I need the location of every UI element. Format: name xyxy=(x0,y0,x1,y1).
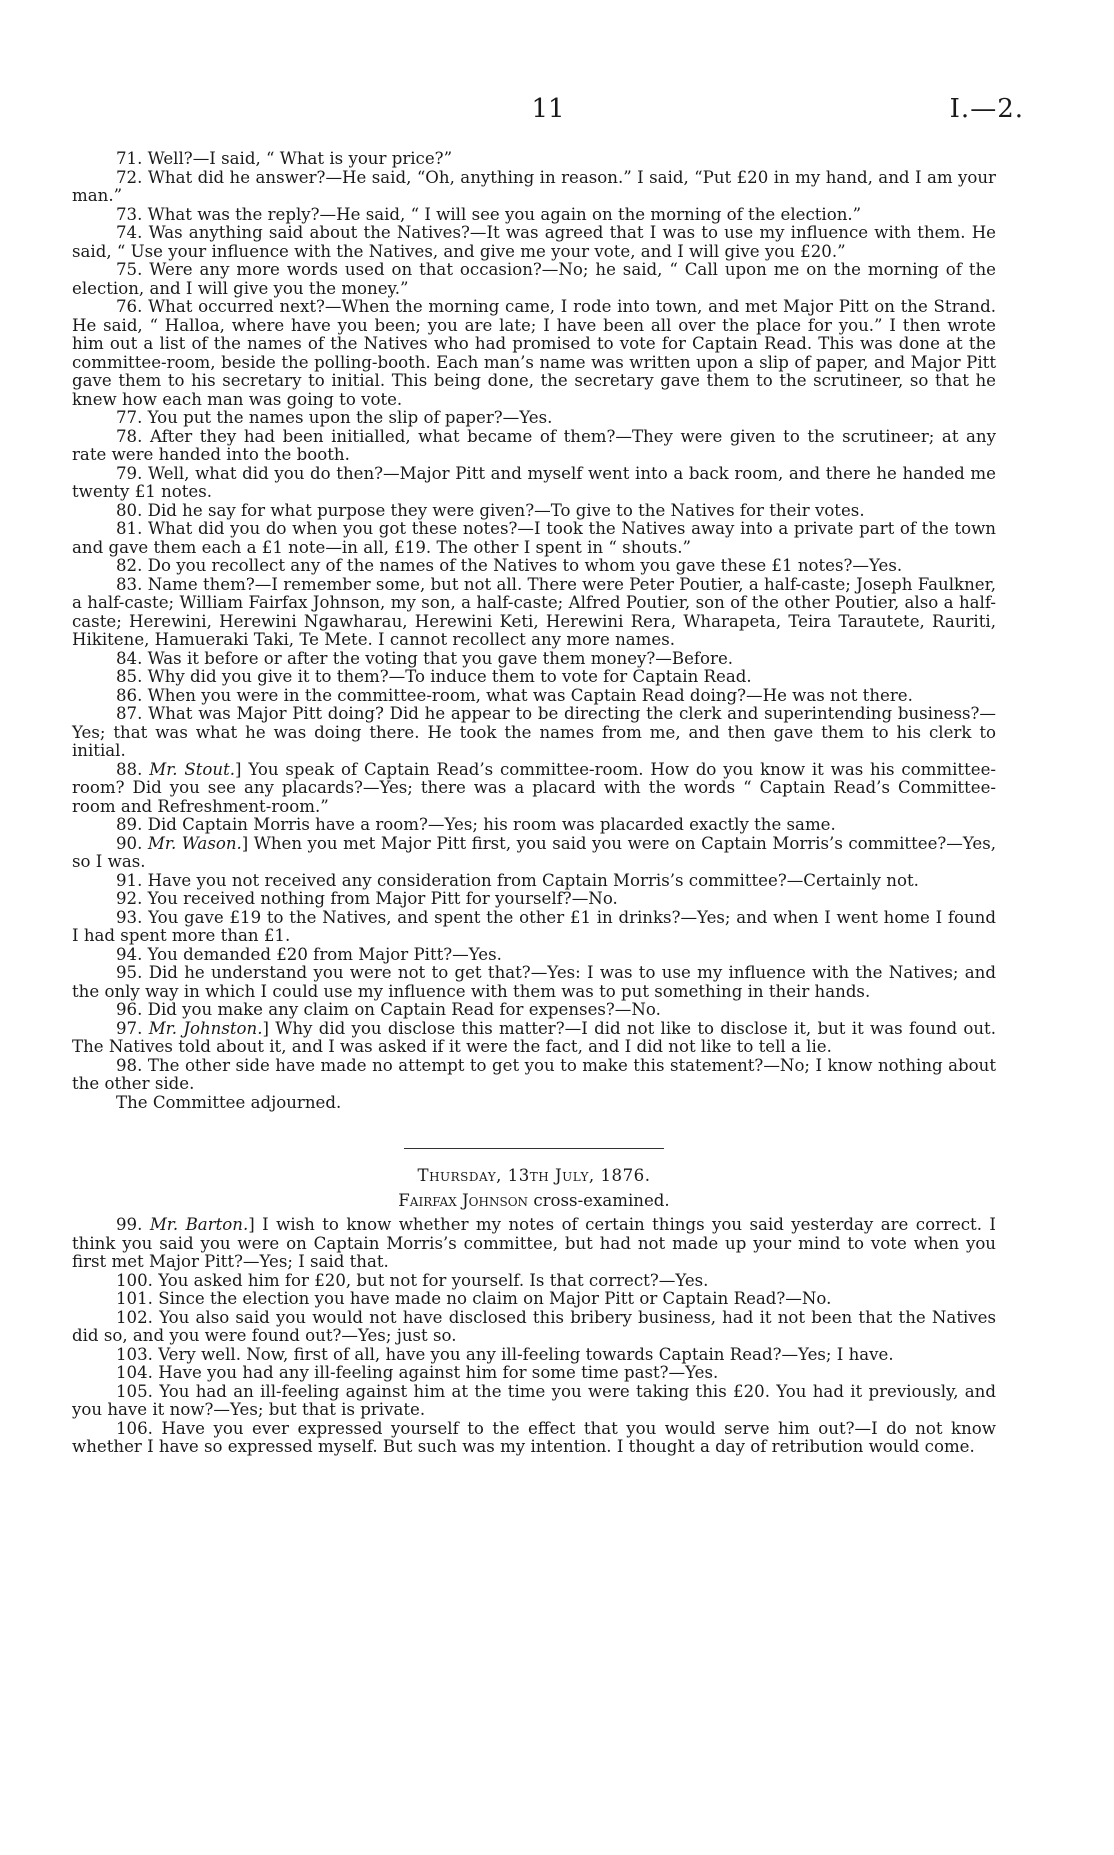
question-text: ] You speak of Captain Read’s committee-room. How do you know it was his committee-room? Did you see any placards?—Yes; there was a placard with the words “ Captain Read’s Committee-room and Refreshment-room.” xyxy=(72,759,996,816)
question-text: 71. Well?—I said, “ What is your price?” xyxy=(116,149,453,168)
question-text: 78. After they had been initialled, what became of them?—They were given to the scrutineer; at any rate were handed into the booth. xyxy=(72,426,996,464)
question-paragraph xyxy=(72,816,996,835)
question-text: ] I wish to know whether my notes of certain things you said yesterday are correct. I think you said you were on Captain Morris’s committee, but had not made up your mind to vote when you first met Major Pitt?—Yes; I said that. xyxy=(72,1215,996,1271)
question-paragraph xyxy=(72,465,996,502)
question-paragraph xyxy=(72,224,996,261)
witness-heading xyxy=(72,1192,996,1211)
question-text: 74. Was anything said about the Natives?—It was agreed that I was to use my influence with them. He said, “ Use your influence with the Natives, and give me your vote, and I will give you £20.” xyxy=(72,223,996,261)
question-paragraph xyxy=(72,409,996,428)
question-paragraph xyxy=(72,761,996,817)
question-paragraph xyxy=(72,1272,996,1291)
question-text: 106. Have you ever expressed yourself to the effect that you would serve him out?—I do not know whether I have so expressed myself. But such was my intention. I thought a day of retribution would come. xyxy=(72,1418,996,1456)
question-text: 73. What was the reply?—He said, “ I will see you again on the morning of the election.” xyxy=(116,204,862,224)
question-text: 101. Since the election you have made no claim on Major Pitt or Captain Read?—No. xyxy=(116,1289,832,1308)
question-text: 100. You asked him for £20, but not for yourself. Is that correct?—Yes. xyxy=(116,1270,709,1290)
question-paragraph xyxy=(72,1383,996,1420)
question-paragraph xyxy=(72,1420,996,1457)
question-paragraph xyxy=(72,946,996,965)
question-paragraph xyxy=(72,705,996,761)
question-text: 92. You received nothing from Major Pitt for yourself?—No. xyxy=(116,889,618,908)
question-paragraph xyxy=(72,650,996,669)
question-paragraph xyxy=(72,1346,996,1365)
question-text: 72. What did he answer?—He said, “Oh, anything in reason.” I said, “Put £20 in my hand, and I am your man.” xyxy=(72,167,996,205)
question-text: 75. Were any more words used on that occasion?—No; he said, “ Call upon me on the morning of the election, and I will give you the money.” xyxy=(72,260,996,298)
question-text: 94. You demanded £20 from Major Pitt?—Yes. xyxy=(116,944,502,964)
question-text: 103. Very well. Now, first of all, have you any ill-feeling towards Captain Read?—Yes; I have. xyxy=(116,1344,894,1364)
question-paragraph xyxy=(72,502,996,521)
page-header xyxy=(72,94,1024,134)
question-paragraph xyxy=(72,1290,996,1309)
question-text: 86. When you were in the committee-room, what was Captain Read doing?—He was not there. xyxy=(116,685,913,705)
question-paragraph xyxy=(72,687,996,706)
question-paragraph xyxy=(72,1309,996,1346)
session-date-heading: Thursday, 13th July, 1876. xyxy=(417,1166,651,1185)
question-paragraph xyxy=(72,890,996,909)
question-text: 105. You had an ill-feeling against him at the time you were taking this £20. You had it previously, and you have it now?—Yes; but that is private. xyxy=(72,1381,996,1419)
question-paragraph xyxy=(72,169,996,206)
question-text: 81. What did you do when you got these notes?—I took the Natives away into a private part of the town and gave them each a £1 note—in all, £19. The other I spent in “ shouts.” xyxy=(72,519,996,557)
question-text: 85. Why did you give it to them?—To induce them to vote for Captain Read. xyxy=(116,667,752,686)
question-paragraph xyxy=(72,668,996,687)
question-paragraph xyxy=(72,1216,996,1272)
question-paragraph xyxy=(72,557,996,576)
speaker-name: Mr. Wason. xyxy=(147,833,242,853)
speaker-name: Mr. Johnston. xyxy=(148,1018,263,1038)
question-paragraph xyxy=(72,298,996,409)
question-text: 91. Have you not received any consideration from Captain Morris’s committee?—Certainly not. xyxy=(116,870,919,890)
witness-status: cross-examined. xyxy=(533,1190,670,1210)
question-text: 102. You also said you would not have disclosed this bribery business, had it not been that the Natives did so, and you were found out?—Yes; just so. xyxy=(72,1307,996,1345)
question-number: 88. xyxy=(116,759,143,779)
question-text: 89. Did Captain Morris have a room?—Yes; his room was placarded exactly the same. xyxy=(116,815,836,834)
question-text: 96. Did you make any claim on Captain Read for expenses?—No. xyxy=(116,1000,661,1019)
question-paragraph xyxy=(72,909,996,946)
question-paragraph xyxy=(72,428,996,465)
question-paragraph xyxy=(72,964,996,1001)
document-reference: I.—2. xyxy=(949,94,1024,124)
question-paragraph xyxy=(72,1364,996,1383)
question-text: 98. The other side have made no attempt to get you to make this statement?—No; I know nothing about the other side. xyxy=(72,1055,996,1093)
question-number: 99. xyxy=(116,1215,143,1234)
question-text: 84. Was it before or after the voting that you gave them money?—Before. xyxy=(116,648,734,668)
question-paragraph xyxy=(72,1057,996,1094)
question-text: 76. What occurred next?—When the morning came, I rode into town, and met Major Pitt on the Strand. He said, “ Halloa, where have you been; you are late; I have been all over the place for you.” I then wrote him out a list of the names of the Natives who had promised to vote for Captain Read. This was done at the committee-room, beside the polling-booth. Each man’s name was written upon a slip of paper, and Major Pitt gave them to his secretary to initial. This being done, the secretary gave them to the scrutineer, so that he knew how each man was going to vote. xyxy=(72,297,996,409)
witness-name: Fairfax Johnson xyxy=(398,1190,529,1210)
speaker-name: Mr. Barton. xyxy=(149,1215,249,1234)
question-number: 90. xyxy=(116,833,143,853)
question-paragraph xyxy=(72,150,996,169)
question-paragraph xyxy=(72,1020,996,1057)
question-text: 95. Did he understand you were not to get that?—Yes: I was to use my influence with the Natives; and the only way in which I could use my influence with them was to put something in their hands. xyxy=(72,963,996,1001)
question-paragraph xyxy=(72,261,996,298)
question-number: 97. xyxy=(116,1018,143,1038)
speaker-name: Mr. Stout. xyxy=(149,759,236,779)
question-text: 104. Have you had any ill-feeling against him for some time past?—Yes. xyxy=(116,1363,719,1382)
question-text: ] When you met Major Pitt first, you said you were on Captain Morris’s committee?—Yes, so I was. xyxy=(72,833,997,871)
adjournment-note: The Committee adjourned. xyxy=(116,1092,342,1112)
page-number: 11 xyxy=(531,94,565,124)
question-text: 82. Do you recollect any of the names of the Natives to whom you gave these £1 notes?—Yes. xyxy=(116,556,903,575)
question-text: 93. You gave £19 to the Natives, and spent the other £1 in drinks?—Yes; and when I went home I found I had spent more than £1. xyxy=(72,907,996,945)
document-body xyxy=(72,150,996,1457)
question-paragraph xyxy=(72,206,996,225)
question-paragraph xyxy=(72,576,996,650)
question-text: ] Why did you disclose this matter?—I did not like to disclose it, but it was found out. The Natives told about it, and I was asked if it were the fact, and I did not like to tell a lie. xyxy=(72,1018,996,1056)
section-divider xyxy=(404,1148,664,1149)
question-text: 80. Did he say for what purpose they were given?—To give to the Natives for their votes. xyxy=(116,500,865,520)
question-paragraph xyxy=(72,520,996,557)
question-text: 79. Well, what did you do then?—Major Pitt and myself went into a back room, and there he handed me twenty £1 notes. xyxy=(72,463,996,501)
question-text: 87. What was Major Pitt doing? Did he appear to be directing the clerk and superintending business?—Yes; that was what he was doing there. He took the names from me, and then gave them to his clerk to initial. xyxy=(72,704,996,760)
question-text: 83. Name them?—I remember some, but not all. There were Peter Poutier, a half-caste; Joseph Faulkner, a half-caste; William Fairfax Johnson, my son, a half-caste; Alfred Poutier, son of the other Poutier, also a half-caste; Herewini, Herewini Ngawharau, Herewini Keti, Herewini Rera, Wharapeta, Teira Tarautete, Rauriti, Hikitene, Hamueraki Taki, Te Mete. I cannot recollect any more names. xyxy=(72,574,996,649)
question-paragraph xyxy=(72,872,996,891)
question-paragraph xyxy=(72,835,996,872)
minutes-first-session xyxy=(72,150,996,1094)
minutes-second-session xyxy=(72,1216,996,1457)
question-text: 77. You put the names upon the slip of paper?—Yes. xyxy=(116,408,553,427)
question-paragraph xyxy=(72,1001,996,1020)
